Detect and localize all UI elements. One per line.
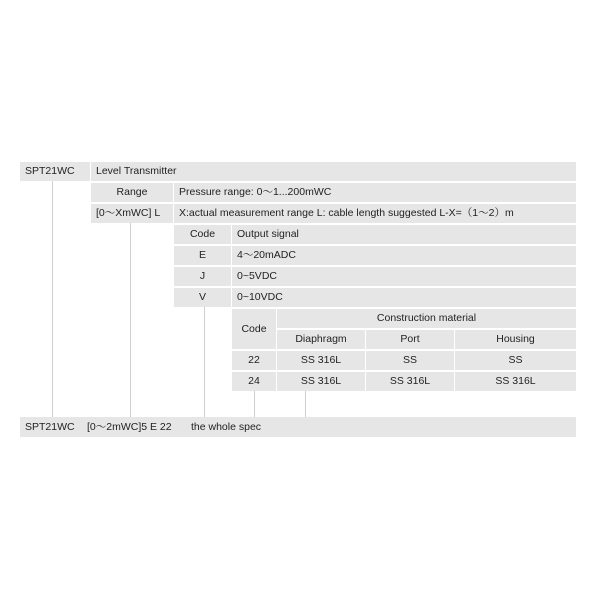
connector-line (254, 391, 255, 417)
output-signal-cell (232, 246, 576, 265)
range-text-cell (174, 183, 576, 202)
diaphragm-cell (277, 351, 365, 370)
construction-code-cell (232, 351, 276, 370)
output-code-cell (174, 267, 231, 286)
connector-line (130, 223, 131, 417)
construction-code-cell (232, 372, 276, 391)
model-cell (20, 162, 90, 181)
output-signal-header-cell (232, 225, 576, 244)
output-code-cell (174, 246, 231, 265)
output-code-header: Code (189, 228, 216, 241)
model-code: SPT21WC (25, 165, 75, 178)
port-cell (366, 372, 454, 391)
port-value: SS 316L (389, 375, 431, 388)
output-signal: 4～20mADC (237, 249, 296, 262)
range-text: Pressure range: 0～1...200mWC (179, 186, 332, 199)
range-explanation: X:actual measurement range L: cable length suggested L-X=（1～2）m (179, 207, 514, 220)
range-code: [0～XmWC] L (96, 207, 161, 220)
diaphragm-value: SS 316L (300, 354, 342, 367)
output-code: E (198, 249, 206, 262)
column-header-port (366, 330, 454, 349)
construction-header: Construction material (376, 312, 477, 325)
output-signal-header: Output signal (237, 228, 299, 241)
column-header-label: Housing (496, 333, 535, 346)
connector-line (305, 391, 306, 417)
housing-cell (455, 372, 576, 391)
housing-cell (455, 351, 576, 370)
construction-code-header: Code (241, 322, 267, 335)
output-signal: 0~5VDC (237, 270, 277, 283)
port-value: SS (402, 354, 417, 367)
output-code-cell (174, 288, 231, 307)
output-signal-cell (232, 267, 576, 286)
output-signal: 0~10VDC (237, 291, 283, 304)
construction-code: 22 (248, 354, 260, 367)
connector-line (204, 307, 205, 417)
output-code: J (199, 270, 206, 283)
construction-code: 24 (248, 375, 260, 388)
column-header-label: Port (400, 333, 420, 346)
output-code-header-cell (174, 225, 231, 244)
housing-value: SS (508, 354, 523, 367)
construction-code-header-cell (232, 309, 276, 349)
range-label-cell (91, 183, 173, 202)
housing-value: SS 316L (495, 375, 536, 388)
example-note: the whole spec (191, 420, 262, 433)
range-explanation-cell (174, 204, 576, 223)
column-header-housing (455, 330, 576, 349)
diaphragm-cell (277, 372, 365, 391)
output-signal-cell (232, 288, 576, 307)
range-code-cell (91, 204, 173, 223)
port-cell (366, 351, 454, 370)
example-row (20, 417, 576, 437)
column-header-diaphragm (277, 330, 365, 349)
example-model: SPT21WC (25, 420, 75, 433)
column-header-label: Diaphragm (295, 333, 347, 346)
model-description-cell (91, 162, 576, 181)
connector-line (52, 181, 53, 417)
model-description: Level Transmitter (96, 165, 177, 178)
range-label: Range (116, 186, 148, 199)
diaphragm-value: SS 316L (300, 375, 342, 388)
construction-header-cell (277, 309, 576, 328)
example-spec: [0～2mWC]5 E 22 (87, 420, 172, 433)
output-code: V (198, 291, 206, 304)
